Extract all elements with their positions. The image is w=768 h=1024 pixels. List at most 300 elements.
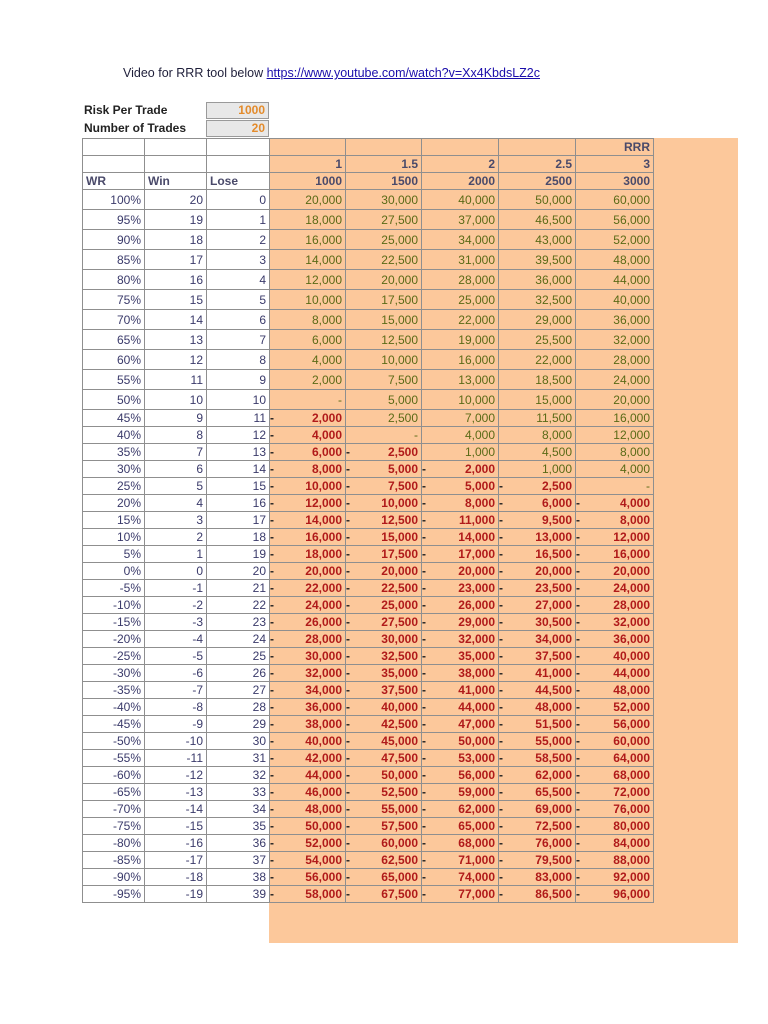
win-rate-cell: 100% [83, 190, 145, 210]
profit-value: 24,000 [613, 372, 650, 387]
profit-cell [270, 350, 346, 370]
profit-value: 14,000 [458, 530, 495, 544]
profit-value: 32,500 [381, 649, 418, 663]
profit-cell [346, 563, 422, 580]
profit-cell [422, 665, 499, 682]
win-count-cell: 1 [145, 546, 207, 563]
profit-cell [270, 886, 346, 903]
profit-cell [576, 886, 654, 903]
profit-cell [346, 750, 422, 767]
profit-cell [270, 682, 346, 699]
negative-sign: - [422, 581, 426, 595]
profit-value: 16,000 [305, 530, 342, 544]
profit-cell [499, 835, 576, 852]
profit-cell [576, 210, 654, 230]
negative-sign: - [499, 700, 503, 714]
profit-value: 47,500 [381, 751, 418, 765]
profit-cell [422, 597, 499, 614]
profit-cell [422, 350, 499, 370]
profit-cell [270, 210, 346, 230]
profit-cell [499, 665, 576, 682]
profit-value: 12,000 [613, 428, 650, 442]
negative-sign: - [422, 734, 426, 748]
profit-value: 30,000 [381, 192, 418, 207]
win-count-cell: 0 [145, 563, 207, 580]
negative-sign: - [270, 530, 274, 544]
profit-value: 30,000 [305, 649, 342, 663]
profit-cell [499, 495, 576, 512]
profit-value: 27,000 [535, 598, 572, 612]
negative-sign: - [576, 564, 580, 578]
profit-cell [346, 682, 422, 699]
negative-sign: - [346, 496, 350, 510]
profit-cell [576, 699, 654, 716]
win-count-cell: -18 [145, 869, 207, 886]
negative-sign: - [346, 819, 350, 833]
profit-value: 28,000 [458, 272, 495, 287]
win-count-cell: 7 [145, 444, 207, 461]
profit-value: 26,000 [305, 615, 342, 629]
profit-value: 11,500 [536, 411, 572, 425]
negative-sign: - [422, 649, 426, 663]
lose-count-cell: 27 [207, 682, 270, 699]
lose-count-cell: 37 [207, 852, 270, 869]
negative-sign: - [576, 836, 580, 850]
profit-value: 9,500 [541, 513, 572, 527]
profit-value: 52,500 [381, 785, 418, 799]
youtube-link[interactable]: https://www.youtube.com/watch?v=Xx4KbdsLZ2c [266, 66, 540, 80]
profit-value: 38,000 [458, 666, 495, 680]
empty-cell [145, 139, 207, 156]
win-rate-cell: -90% [83, 869, 145, 886]
profit-cell [499, 210, 576, 230]
negative-sign: - [576, 547, 580, 561]
profit-value: 34,000 [305, 683, 342, 697]
profit-cell [270, 614, 346, 631]
profit-value: 25,000 [381, 598, 418, 612]
lose-count-cell: 13 [207, 444, 270, 461]
profit-value: 42,000 [305, 751, 342, 765]
profit-value: 72,000 [613, 785, 650, 799]
profit-value: 8,000 [464, 496, 495, 510]
win-count-cell: 9 [145, 410, 207, 427]
profit-value: 80,000 [613, 819, 650, 833]
profit-cell [576, 733, 654, 750]
profit-value: 44,000 [613, 666, 650, 680]
profit-value: 12,000 [305, 496, 342, 510]
lose-count-cell: 24 [207, 631, 270, 648]
negative-sign: - [346, 530, 350, 544]
profit-value: 50,000 [535, 192, 572, 207]
win-count-cell: 20 [145, 190, 207, 210]
profit-value: 62,000 [458, 802, 495, 816]
profit-cell [346, 784, 422, 801]
reward-cell: 1000 [270, 173, 346, 190]
profit-value: 16,500 [535, 547, 572, 561]
table-row [83, 835, 654, 852]
profit-cell [499, 250, 576, 270]
profit-cell [346, 869, 422, 886]
profit-cell [422, 580, 499, 597]
profit-cell [346, 580, 422, 597]
profit-cell [270, 270, 346, 290]
profit-value: 46,000 [305, 785, 342, 799]
profit-cell [422, 835, 499, 852]
profit-value: 4,000 [619, 496, 650, 510]
negative-sign: - [499, 513, 503, 527]
profit-value: 54,000 [305, 853, 342, 867]
profit-value: 15,000 [381, 312, 418, 327]
profit-cell [576, 290, 654, 310]
table-row [83, 210, 654, 230]
profit-value: 51,500 [535, 717, 572, 731]
win-rate-cell: -55% [83, 750, 145, 767]
win-count-cell: -9 [145, 716, 207, 733]
table-row [83, 869, 654, 886]
profit-value: 58,000 [305, 887, 342, 901]
profit-value: 45,000 [381, 734, 418, 748]
negative-sign: - [270, 768, 274, 782]
win-rate-cell: 90% [83, 230, 145, 250]
profit-cell [576, 495, 654, 512]
negative-sign: - [422, 479, 426, 493]
profit-value: 16,000 [305, 232, 342, 247]
lose-count-cell: 2 [207, 230, 270, 250]
win-rate-cell: 50% [83, 390, 145, 410]
win-rate-cell: -85% [83, 852, 145, 869]
win-count-cell: -1 [145, 580, 207, 597]
profit-value: 12,500 [381, 332, 418, 347]
profit-value: 24,000 [613, 581, 650, 595]
number-of-trades-input[interactable]: 20 [206, 120, 269, 137]
profit-cell [422, 390, 499, 410]
profit-value: 56,000 [613, 717, 650, 731]
profit-value: 10,000 [381, 352, 418, 367]
negative-sign: - [422, 853, 426, 867]
profit-value: 19,000 [458, 332, 495, 347]
profit-cell [270, 869, 346, 886]
profit-cell [499, 478, 576, 495]
win-count-cell: 17 [145, 250, 207, 270]
profit-cell [422, 631, 499, 648]
profit-value: 18,500 [535, 372, 572, 387]
win-rate-cell: 45% [83, 410, 145, 427]
negative-sign: - [270, 751, 274, 765]
profit-value: 32,000 [458, 632, 495, 646]
profit-value: 50,000 [458, 734, 495, 748]
lose-count-cell: 29 [207, 716, 270, 733]
lose-count-cell: 33 [207, 784, 270, 801]
profit-cell [346, 835, 422, 852]
profit-value: 5,000 [387, 392, 418, 407]
profit-value: 50,000 [381, 768, 418, 782]
negative-sign: - [346, 717, 350, 731]
profit-value: 12,000 [305, 272, 342, 287]
win-count-cell: 10 [145, 390, 207, 410]
profit-value: 32,000 [613, 332, 650, 347]
reward-cell: 1500 [346, 173, 422, 190]
negative-sign: - [422, 887, 426, 901]
negative-sign: - [270, 717, 274, 731]
profit-cell [576, 512, 654, 529]
profit-value: 29,000 [458, 615, 495, 629]
negative-sign: - [499, 649, 503, 663]
profit-value: 84,000 [613, 836, 650, 850]
win-rate-cell: 65% [83, 330, 145, 350]
profit-cell [576, 648, 654, 665]
profit-cell [576, 750, 654, 767]
profit-cell [270, 444, 346, 461]
win-count-cell: 6 [145, 461, 207, 478]
profit-cell [422, 210, 499, 230]
profit-cell [576, 330, 654, 350]
negative-sign: - [499, 581, 503, 595]
profit-cell [499, 869, 576, 886]
win-count-cell: 15 [145, 290, 207, 310]
ratio-cell: 2.5 [499, 156, 576, 173]
profit-cell [422, 444, 499, 461]
profit-cell [499, 427, 576, 444]
profit-value: 8,000 [311, 462, 342, 476]
profit-cell [422, 310, 499, 330]
profit-value: 40,000 [458, 192, 495, 207]
profit-cell [576, 350, 654, 370]
profit-cell [422, 290, 499, 310]
profit-value: 52,000 [613, 232, 650, 247]
column-header: Lose [207, 173, 270, 190]
profit-cell [270, 390, 346, 410]
number-of-trades-label: Number of Trades [84, 121, 187, 135]
win-rate-cell: 40% [83, 427, 145, 444]
profit-value: 50,000 [305, 819, 342, 833]
profit-cell [576, 230, 654, 250]
lose-count-cell: 12 [207, 427, 270, 444]
profit-value: 7,500 [387, 479, 418, 493]
profit-value: 37,000 [458, 212, 495, 227]
profit-value: 52,000 [613, 700, 650, 714]
negative-sign: - [576, 819, 580, 833]
profit-value: 36,000 [613, 312, 650, 327]
win-count-cell: 11 [145, 370, 207, 390]
lose-count-cell: 38 [207, 869, 270, 886]
profit-value: 74,000 [458, 870, 495, 884]
profit-cell [270, 546, 346, 563]
negative-sign: - [576, 513, 580, 527]
profit-cell [576, 580, 654, 597]
negative-sign: - [576, 785, 580, 799]
profit-value: 16,000 [613, 411, 650, 425]
negative-sign: - [346, 836, 350, 850]
negative-sign: - [346, 445, 350, 459]
profit-value: 2,500 [387, 411, 418, 425]
negative-sign: - [499, 632, 503, 646]
lose-count-cell: 8 [207, 350, 270, 370]
win-count-cell: -2 [145, 597, 207, 614]
table-row [83, 529, 654, 546]
win-count-cell: 5 [145, 478, 207, 495]
win-rate-cell: 60% [83, 350, 145, 370]
profit-value: 47,000 [458, 717, 495, 731]
win-count-cell: 16 [145, 270, 207, 290]
profit-value: 28,000 [613, 598, 650, 612]
lose-count-cell: 16 [207, 495, 270, 512]
lose-count-cell: 9 [207, 370, 270, 390]
profit-cell [270, 801, 346, 818]
win-rate-cell: -45% [83, 716, 145, 733]
win-rate-cell: 5% [83, 546, 145, 563]
profit-cell [576, 427, 654, 444]
lose-count-cell: 35 [207, 818, 270, 835]
profit-cell [499, 597, 576, 614]
win-count-cell: -3 [145, 614, 207, 631]
profit-cell [270, 852, 346, 869]
profit-value: 35,000 [458, 649, 495, 663]
profit-value: 34,000 [458, 232, 495, 247]
profit-value: 10,000 [305, 479, 342, 493]
profit-value: 10,000 [458, 392, 495, 407]
profit-cell [576, 250, 654, 270]
profit-cell [270, 290, 346, 310]
profit-value: 59,000 [458, 785, 495, 799]
profit-cell [346, 631, 422, 648]
empty-cell [207, 139, 270, 156]
negative-sign: - [346, 751, 350, 765]
profit-cell [346, 310, 422, 330]
profit-value: 7,000 [464, 411, 495, 425]
lose-count-cell: 11 [207, 410, 270, 427]
negative-sign: - [270, 598, 274, 612]
profit-value: 20,000 [613, 564, 650, 578]
profit-value: 76,000 [613, 802, 650, 816]
profit-cell [422, 270, 499, 290]
negative-sign: - [270, 853, 274, 867]
win-rate-cell: -10% [83, 597, 145, 614]
profit-value: 23,000 [458, 581, 495, 595]
profit-value: 42,500 [381, 717, 418, 731]
profit-cell [576, 563, 654, 580]
negative-sign: - [499, 819, 503, 833]
win-rate-cell: -35% [83, 682, 145, 699]
profit-cell [346, 597, 422, 614]
win-rate-cell: 25% [83, 478, 145, 495]
win-count-cell: 4 [145, 495, 207, 512]
empty-cell [270, 139, 346, 156]
profit-value: 20,000 [381, 564, 418, 578]
profit-cell [270, 665, 346, 682]
risk-per-trade-input[interactable]: 1000 [206, 102, 269, 119]
win-rate-cell: 55% [83, 370, 145, 390]
profit-cell [576, 444, 654, 461]
profit-value: 15,000 [381, 530, 418, 544]
table-row [83, 350, 654, 370]
empty-cell [83, 156, 145, 173]
lose-count-cell: 6 [207, 310, 270, 330]
profit-value: 40,000 [381, 700, 418, 714]
profit-value: 64,000 [613, 751, 650, 765]
profit-cell [270, 250, 346, 270]
profit-value: 40,000 [613, 649, 650, 663]
lose-count-cell: 39 [207, 886, 270, 903]
profit-value: 11,000 [458, 513, 495, 527]
profit-cell [576, 597, 654, 614]
negative-sign: - [576, 870, 580, 884]
negative-sign: - [499, 496, 503, 510]
profit-value: 32,000 [305, 666, 342, 680]
profit-cell [270, 563, 346, 580]
table-row [83, 699, 654, 716]
profit-cell [422, 410, 499, 427]
profit-cell [346, 886, 422, 903]
profit-cell [576, 631, 654, 648]
ratio-cell: 3 [576, 156, 654, 173]
profit-value: 12,500 [381, 513, 418, 527]
profit-value: 6,000 [311, 332, 342, 347]
profit-cell [422, 495, 499, 512]
profit-value: 22,000 [458, 312, 495, 327]
profit-value: 37,500 [535, 649, 572, 663]
profit-value: 8,000 [619, 513, 650, 527]
table-row [83, 784, 654, 801]
profit-value: 22,500 [381, 252, 418, 267]
negative-sign: - [576, 666, 580, 680]
win-count-cell: -15 [145, 818, 207, 835]
profit-value: 22,500 [381, 581, 418, 595]
table-row [83, 370, 654, 390]
negative-sign: - [346, 649, 350, 663]
table-row [83, 614, 654, 631]
profit-cell [422, 750, 499, 767]
negative-sign: - [499, 683, 503, 697]
negative-sign: - [422, 666, 426, 680]
lose-count-cell: 31 [207, 750, 270, 767]
profit-cell [270, 784, 346, 801]
negative-sign: - [576, 700, 580, 714]
profit-cell [346, 495, 422, 512]
profit-cell [422, 852, 499, 869]
profit-cell [576, 801, 654, 818]
profit-cell [346, 716, 422, 733]
profit-cell [576, 665, 654, 682]
profit-cell [422, 512, 499, 529]
profit-cell [499, 410, 576, 427]
profit-value: 65,000 [458, 819, 495, 833]
profit-value: 96,000 [613, 887, 650, 901]
profit-value: 4,500 [541, 445, 572, 459]
negative-sign: - [576, 649, 580, 663]
negative-sign: - [270, 581, 274, 595]
profit-value: 2,000 [464, 462, 495, 476]
lose-count-cell: 21 [207, 580, 270, 597]
table-row [83, 801, 654, 818]
table-row [83, 648, 654, 665]
table-row [83, 330, 654, 350]
profit-value: 57,500 [381, 819, 418, 833]
profit-cell [422, 869, 499, 886]
profit-value: 27,500 [381, 615, 418, 629]
profit-value: 17,500 [381, 292, 418, 307]
negative-sign: - [346, 734, 350, 748]
profit-cell [576, 869, 654, 886]
negative-sign: - [346, 853, 350, 867]
win-count-cell: 2 [145, 529, 207, 546]
profit-value: 18,000 [305, 547, 342, 561]
lose-count-cell: 7 [207, 330, 270, 350]
profit-cell [422, 886, 499, 903]
profit-cell [576, 784, 654, 801]
profit-value: 22,000 [535, 352, 572, 367]
negative-sign: - [422, 547, 426, 561]
negative-sign: - [422, 819, 426, 833]
